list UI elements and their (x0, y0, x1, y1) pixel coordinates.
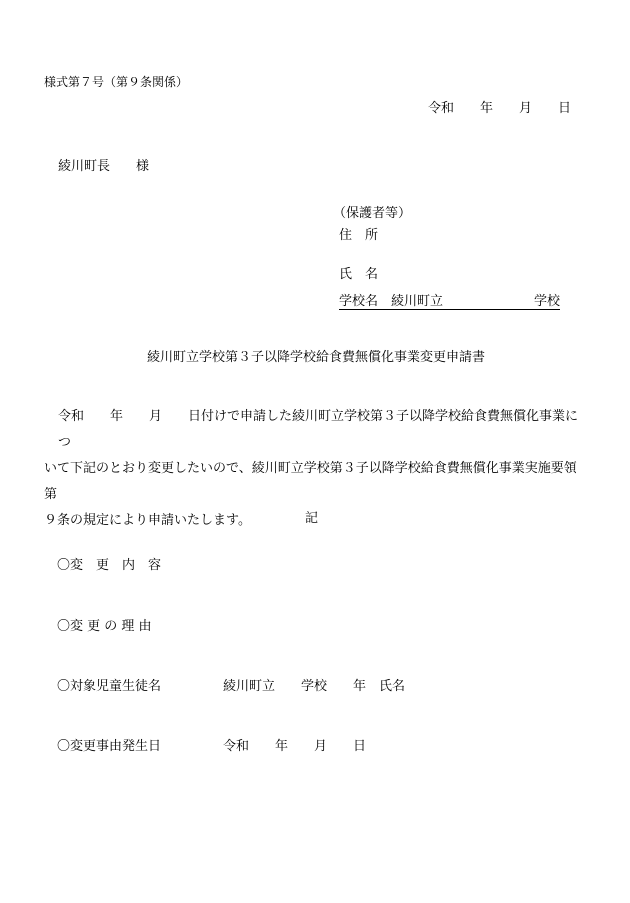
school-name-line: 学校名 綾川町立 学校 (339, 294, 561, 309)
form-number: 様式第７号（第９条関係） (44, 75, 189, 89)
body-line: ９条の規定により申請いたします。 (44, 513, 251, 528)
guardian-label: （保護者等） (333, 206, 412, 221)
change-date-value: 令和 年 月 日 (223, 739, 367, 754)
item-student-name: 〇対象児童生徒名 (57, 679, 162, 694)
body-line: いて下記のとおり変更したいので、綾川町立学校第３子以降学校給食費無償化事業実施要領第 (44, 461, 577, 502)
date-line: 令和 年 月 日 (428, 101, 572, 116)
item-change-content: 〇変 更 内 容 (57, 558, 162, 573)
document-title: 綾川町立学校第３子以降学校給食費無償化事業変更申請書 (147, 350, 486, 365)
item-change-reason: 〇変 更 の 理 由 (57, 619, 152, 634)
name-label: 氏 名 (339, 267, 379, 282)
student-name-value: 綾川町立 学校 年 氏名 (223, 679, 406, 694)
addressee: 綾川町長 様 (58, 159, 150, 174)
item-change-date: 〇変更事由発生日 (57, 739, 162, 754)
ki-heading: 記 (305, 511, 319, 526)
body-line: 令和 年 月 日付けで申請した綾川町立学校第３子以降学校給食費無償化事業につ (58, 409, 579, 450)
address-label: 住 所 (339, 228, 379, 243)
